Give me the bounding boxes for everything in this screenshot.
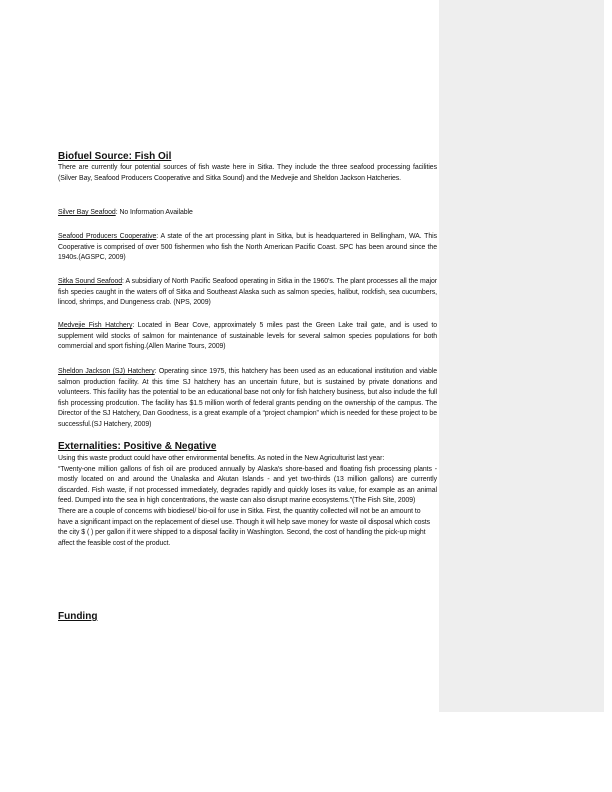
entry-sheldon-jackson: [58, 367, 437, 431]
entry-title: Silver Bay Seafood: [58, 209, 116, 216]
entry-text: : A state of the art processing plant in Sitka, but is headquartered in Bellingham, WA. This Cooperative is comprised of over 500 fishermen who fish the North American Pacific Coast. SPC has been around since the 1940s.(AGSPC, 2009): [58, 233, 437, 262]
entry-seafood-producers: [58, 232, 437, 264]
entry-title: Sheldon Jackson (SJ) Hatchery: [58, 368, 155, 375]
entry-sitka-sound: [58, 277, 437, 309]
externalities-intro: Using this waste product could have other environmental benefits. As noted in the New Agriculturist last year:: [58, 455, 385, 462]
entry-text: : Located in Bear Cove, approximately 5 miles past the Green Lake trail gate, and is used to supplement wild stocks of salmon for maintenance of sustainable levels for several salmon species populations for both commercial and sport fishing.(Allen Marine Tours, 2009): [58, 322, 437, 351]
heading-funding: Funding: [58, 611, 98, 622]
externalities-concerns: There are a couple of concerns with biodiesel/ bio-oil for use in Sitka. First, the quantity collected will not be an amount to have a significant impact on the replacement of diesel use. Though it will help save money for waste oil disposal which costs the city $ ( ) per gallon if it were shipped to a disposal facility in Washington. Second, the cost of handling the pick-up might affect the feasible cost of the product.: [58, 507, 431, 547]
entry-text: : No Information Available: [115, 209, 193, 216]
heading-biofuel: Biofuel Source: Fish Oil: [58, 151, 172, 162]
externalities-quote: “Twenty-one million gallons of fish oil are produced annually by Alaska's shore-based and floating fish processing plants - mostly located on and around the Unalaska and Akutan Islands - and yet two-thirds (13 million gallons) are currently discarded. Fish waste, if not processed immediately, degrades rapidly and quickly loses its value, for example as an animal feed. Dumped into the sea in high concentrations, the waste can also disrupt marine ecosystems.”(The Fish Site, 2009): [58, 465, 437, 505]
entry-title: Seafood Producers Cooperative: [58, 233, 157, 240]
entry-medvejie: [58, 321, 437, 353]
entry-silver-bay: [58, 208, 437, 219]
paragraph-intro: There are currently four potential sources of fish waste here in Sitka. They include the three seafood processing facilities (Silver Bay, Seafood Producers Cooperative and Sitka Sound) and the Medvejie and Sheldon Jackson Hatcheries.: [58, 164, 437, 182]
paragraph-externalities: [58, 454, 437, 549]
entry-title: Sitka Sound Seafood: [58, 278, 123, 285]
heading-externalities: Externalities: Positive & Negative: [58, 441, 217, 452]
entry-text: : A subsidiary of North Pacific Seafood operating in Sitka in the 1960’s. The plant processes all the major fish species caught in the waters off of Sitka and Southeast Alaska such as salmon species, halibut, rockfish, sea cucumbers, lincod, shrimps, and Dungeness crab. (NPS, 2009): [58, 278, 437, 307]
entry-title: Medvejie Fish Hatchery: [58, 322, 133, 329]
comment-pane: [439, 0, 604, 712]
entry-text: : Operating since 1975, this hatchery has been used as an educational institution and viable salmon production facility. At this time SJ hatchery has an uncertain future, but is sustained by private donations and volunteers. This facility has the potential to be an educational base not only for fish hatchery business, but also include the full fish processing prodcution. The facility has $1.5 million worth of federal grants pending on the ownership of the campus. The Director of the SJ Hatchery, Dan Goodness, is a great example of a “project champion” which is needed for these project to be successful.(SJ Hatchery, 2009): [58, 368, 437, 428]
